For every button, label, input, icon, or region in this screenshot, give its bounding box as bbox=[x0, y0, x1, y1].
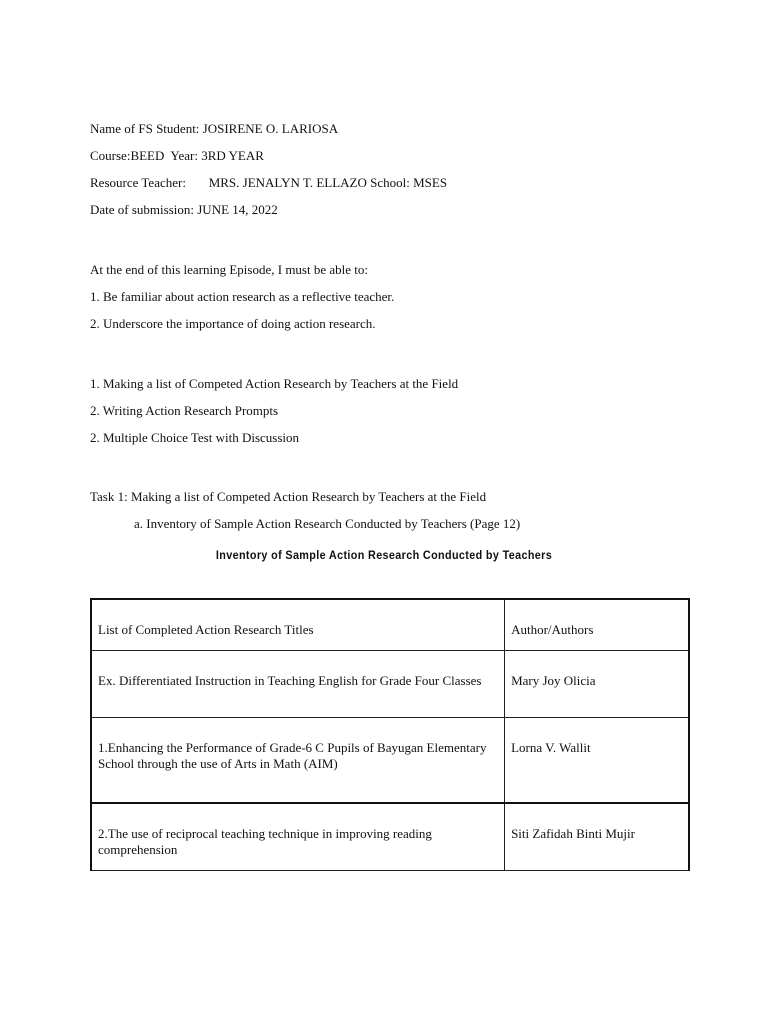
research-title-cell: 1.Enhancing the Performance of Grade-6 C Pupils of Bayugan Elementary School through the use of Arts in Math (AIM) bbox=[91, 718, 505, 804]
research-title-cell: Ex. Differentiated Instruction in Teaching English for Grade Four Classes bbox=[91, 651, 505, 718]
task-list-item: 1. Making a list of Competed Action Research by Teachers at the Field bbox=[90, 376, 459, 391]
task-list-item: 2. Multiple Choice Test with Discussion bbox=[90, 430, 300, 445]
header-cell-authors: Author/Authors bbox=[505, 599, 689, 651]
task-list-item: 2. Writing Action Research Prompts bbox=[90, 403, 279, 418]
objective-item: 1. Be familiar about action research as a reflective teacher. bbox=[90, 289, 395, 304]
author-cell: Siti Zafidah Binti Mujir bbox=[505, 803, 689, 871]
resource-teacher-line: Resource Teacher: MRS. JENALYN T. ELLAZO School: MSES bbox=[90, 175, 448, 190]
task1-subheading: a. Inventory of Sample Action Research Conducted by Teachers (Page 12) bbox=[134, 516, 521, 531]
table-row bbox=[91, 651, 689, 718]
objective-item: 2. Underscore the importance of doing action research. bbox=[90, 316, 376, 331]
inventory-table bbox=[90, 598, 690, 871]
student-name-line: Name of FS Student: JOSIRENE O. LARIOSA bbox=[90, 121, 339, 136]
task1-heading: Task 1: Making a list of Competed Action Research by Teachers at the Field bbox=[90, 489, 487, 504]
author-cell: Lorna V. Wallit bbox=[505, 718, 689, 804]
header-cell-titles: List of Completed Action Research Titles bbox=[91, 599, 505, 651]
course-year-line: Course:BEED Year: 3RD YEAR bbox=[90, 148, 264, 163]
submission-date-line: Date of submission: JUNE 14, 2022 bbox=[90, 202, 278, 217]
table-row bbox=[91, 718, 689, 804]
objectives-intro: At the end of this learning Episode, I must be able to: bbox=[90, 262, 368, 277]
research-title-cell: 2.The use of reciprocal teaching technique in improving reading comprehension bbox=[91, 803, 505, 871]
author-cell: Mary Joy Olicia bbox=[505, 651, 689, 718]
table-row bbox=[91, 803, 689, 871]
table-title: Inventory of Sample Action Research Conducted by Teachers bbox=[215, 548, 553, 562]
table-header-row bbox=[91, 599, 689, 651]
